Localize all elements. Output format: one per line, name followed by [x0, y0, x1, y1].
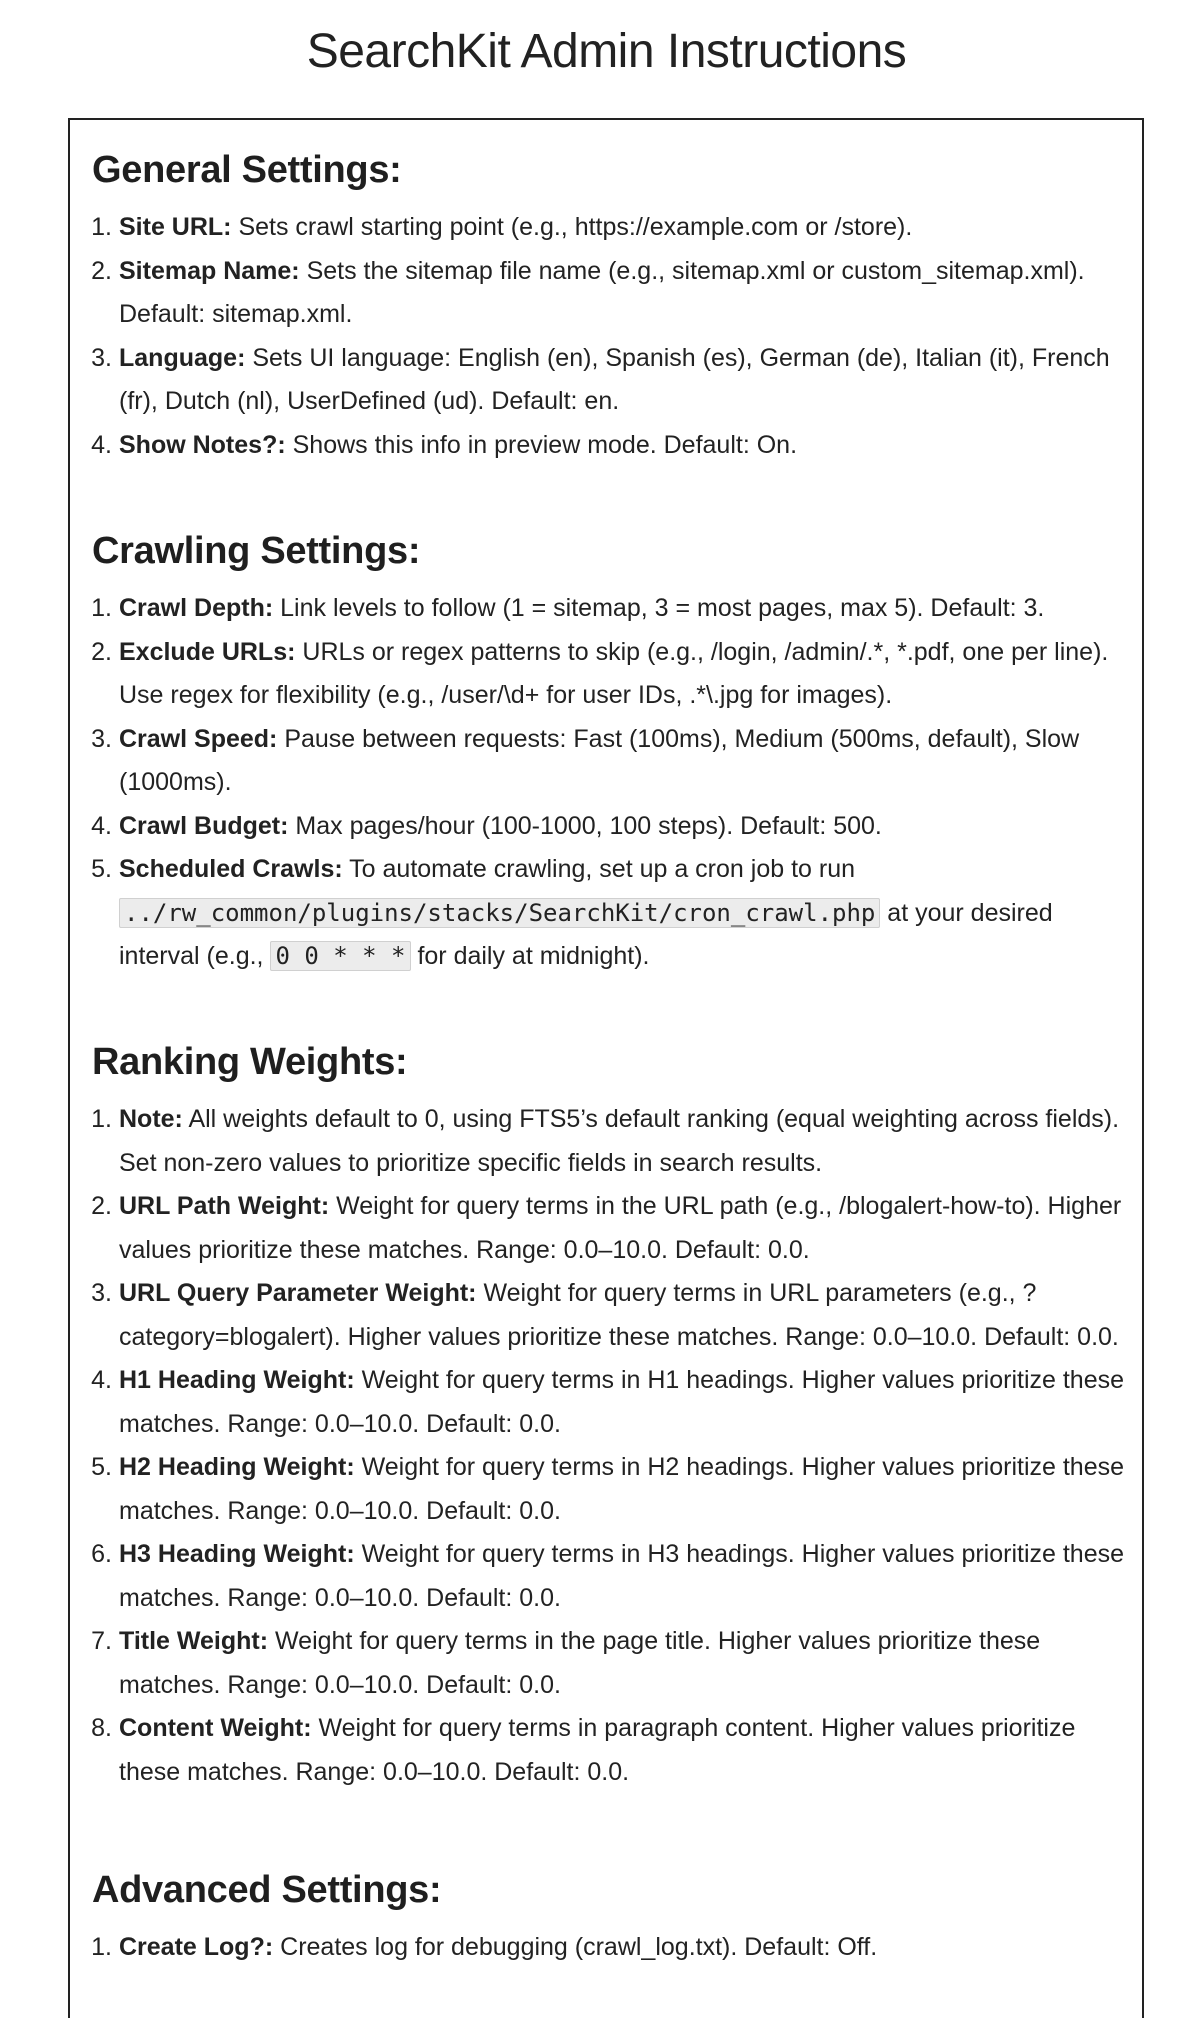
advanced-settings-section	[92, 1866, 1132, 1970]
list-item: 8. Content Weight: Weight for query terms in paragraph content. Higher values prioritize these matches. Range: 0.0–10.0. Default: 0.0.	[91, 1714, 1076, 1786]
instructions-panel	[68, 118, 1144, 2018]
crawling-settings-list	[92, 587, 1132, 979]
crawling-settings-section	[92, 527, 1132, 979]
advanced-settings-list	[92, 1926, 1132, 1970]
section-heading: Ranking Weights:	[92, 1041, 408, 1083]
list-item: 3. URL Query Parameter Weight: Weight for query terms in URL parameters (e.g., ?category=blogalert). Higher values prioritize these matches. Range: 0.0–10.0. Default: 0.0.	[91, 1279, 1119, 1351]
ranking-weights-list	[92, 1098, 1132, 1794]
list-item: 7. Title Weight: Weight for query terms in the page title. Higher values prioritize these matches. Range: 0.0–10.0. Default: 0.0.	[91, 1627, 1041, 1699]
section-heading: Crawling Settings:	[92, 530, 421, 572]
list-item: 2. Exclude URLs: URLs or regex patterns to skip (e.g., /login, /admin/.*, *.pdf, one per line). Use regex for flexibility (e.g., /user/\d+ for user IDs, .*\.jpg for images).	[91, 637, 1109, 709]
list-item: 5. Scheduled Crawls: To automate crawling, set up a cron job to run ../rw_common/plugins/stacks/SearchKit/cron_crawl.php at your desired interval (e.g., 0 0 * * * for daily at midnight).	[91, 855, 1053, 970]
list-item: 1. Create Log?: Creates log for debugging (crawl_log.txt). Default: Off.	[91, 1933, 878, 1961]
list-item: 6. H3 Heading Weight: Weight for query terms in H3 headings. Higher values prioritize these matches. Range: 0.0–10.0. Default: 0.0.	[91, 1540, 1125, 1612]
cron-expression: 0 0 * * *	[270, 941, 410, 971]
list-item: 4. Crawl Budget: Max pages/hour (100-1000, 100 steps). Default: 500.	[91, 811, 882, 840]
list-item: 2. Sitemap Name: Sets the sitemap file name (e.g., sitemap.xml or custom_sitemap.xml). Default: sitemap.xml.	[91, 256, 1085, 328]
general-settings-list	[92, 206, 1132, 467]
ranking-weights-section	[92, 1038, 1132, 1794]
list-item: 4. H1 Heading Weight: Weight for query terms in H1 headings. Higher values prioritize these matches. Range: 0.0–10.0. Default: 0.0.	[91, 1366, 1125, 1438]
list-item: 4. Show Notes?: Shows this info in preview mode. Default: On.	[91, 430, 798, 459]
page-title: SearchKit Admin Instructions	[306, 25, 907, 78]
section-heading: Advanced Settings:	[92, 1869, 442, 1911]
section-heading: General Settings:	[92, 149, 402, 191]
list-item: 3. Language: Sets UI language: English (en), Spanish (es), German (de), Italian (it), French (fr), Dutch (nl), UserDefined (ud). Default: en.	[91, 343, 1110, 415]
list-item: 5. H2 Heading Weight: Weight for query terms in H2 headings. Higher values prioritize these matches. Range: 0.0–10.0. Default: 0.0.	[91, 1453, 1125, 1525]
general-settings-section	[92, 146, 1132, 467]
list-item: 1. Site URL: Sets crawl starting point (e.g., https://example.com or /store).	[91, 213, 913, 241]
list-item: 1. Crawl Depth: Link levels to follow (1 = sitemap, 3 = most pages, max 5). Default: 3.	[91, 594, 1045, 622]
list-item: 3. Crawl Speed: Pause between requests: Fast (100ms), Medium (500ms, default), Slow (1000ms).	[91, 724, 1080, 796]
list-item: 1. Note: All weights default to 0, using FTS5’s default ranking (equal weighting across fields). Set non-zero values to prioritize specific fields in search results.	[91, 1105, 1120, 1177]
cron-script-path: ../rw_common/plugins/stacks/SearchKit/cron_crawl.php	[119, 898, 880, 928]
list-item: 2. URL Path Weight: Weight for query terms in the URL path (e.g., /blogalert-how-to). Higher values prioritize these matches. Range: 0.0–10.0. Default: 0.0.	[91, 1192, 1122, 1264]
